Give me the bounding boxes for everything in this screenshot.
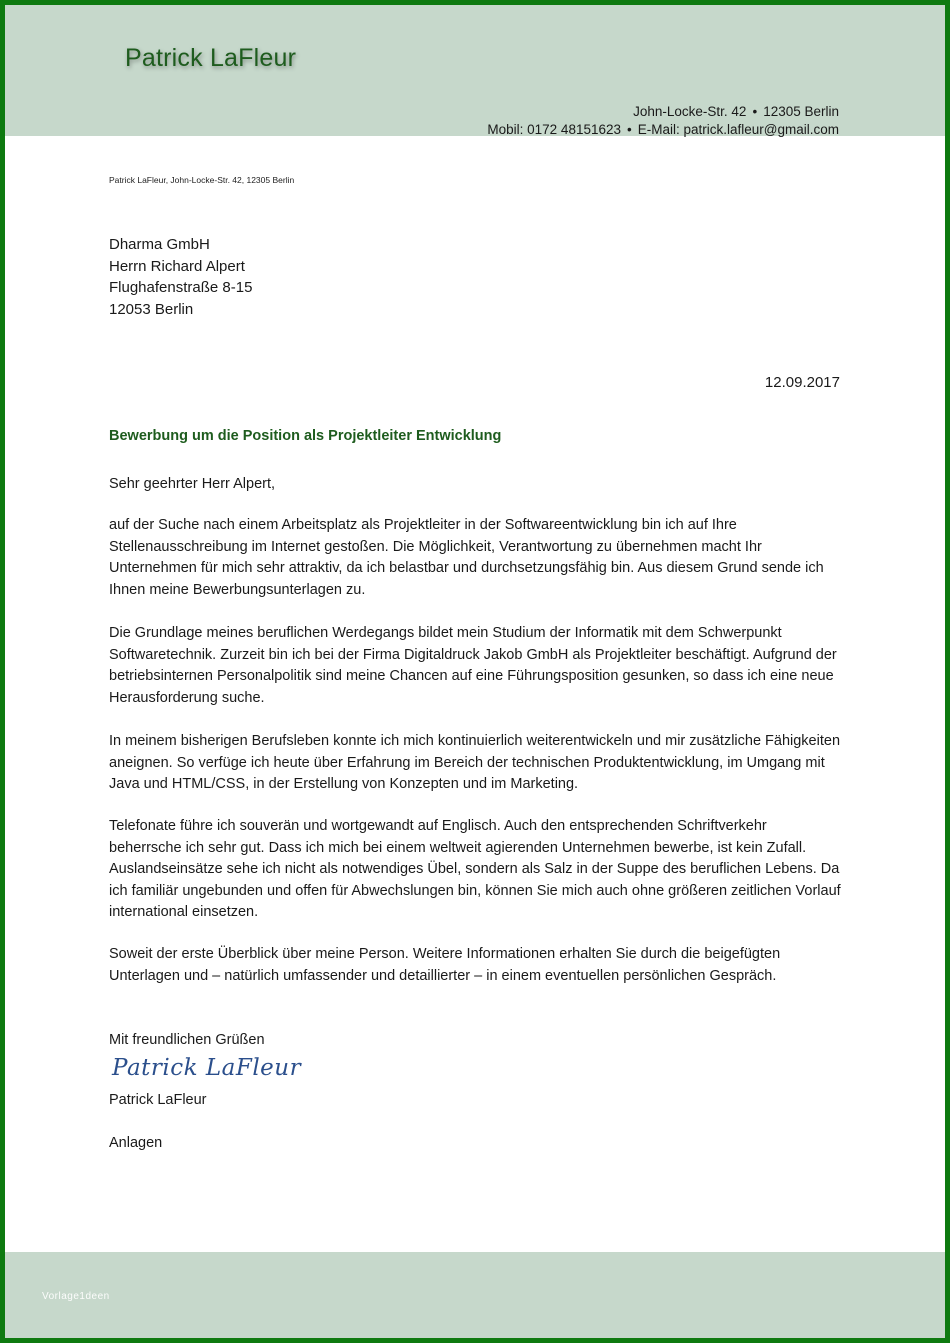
handwritten-signature: Patrick LaFleur xyxy=(112,1055,302,1081)
sender-street: John-Locke-Str. 42 xyxy=(633,104,747,119)
sender-address-line xyxy=(633,104,839,119)
letter-subject: Bewerbung um die Position als Projektleiter Entwicklung xyxy=(109,428,502,444)
recipient-street: Flughafenstraße 8-15 xyxy=(109,279,253,296)
body-paragraph xyxy=(109,515,841,601)
body-paragraph xyxy=(109,816,841,924)
paragraph-text: In meinem bisherigen Berufsleben konnte ich mich kontinuierlich weiterentwickeln und mir zusätzliche Fähigkeiten aneignen. So verfüge ich heute über Erfahrung im Bereich der technischen Produktentwicklung, im Umgang mit Java und HTML/CSS, in der Erstellung von Konzepten und im Marketing. xyxy=(109,733,841,792)
footer-band xyxy=(5,1252,945,1338)
bullet-separator: • xyxy=(752,104,758,119)
body-paragraph xyxy=(109,731,841,796)
recipient-city: 12053 Berlin xyxy=(109,300,194,318)
paragraph-text: auf der Suche nach einem Arbeitsplatz als Projektleiter in der Softwareentwicklung bin ich auf Ihre Stellenausschreibung im Internet gestoßen. Die Möglichkeit, Verantwortung zu übernehmen macht Ihr Unternehmen für mich sehr attraktiv, da ich belastbar und durchsetzungsfähig bin. Aus diesem Grund sende ich Ihnen meine Bewerbungsunterlagen zu. xyxy=(109,517,824,598)
signed-name: Patrick LaFleur xyxy=(109,1092,207,1108)
sender-phone: Mobil: 0172 48151623 xyxy=(487,122,621,137)
watermark-text: Vorlage1deen xyxy=(42,1291,110,1302)
letter-date: 12.09.2017 xyxy=(764,374,840,391)
paragraph-text: Die Grundlage meines beruflichen Werdegangs bildet mein Studium der Informatik mit dem Schwerpunkt Softwaretechnik. Zurzeit bin ich bei der Firma Digitaldruck Jakob GmbH als Projektleiter beschäftigt. Aufgrund der betriebsinternen Personalpolitik sind meine Chancen auf eine Führungsposition gesunken, so dass ich eine neue Herausforderung suche. xyxy=(109,625,837,706)
recipient-address xyxy=(109,234,252,320)
recipient-person: Herrn Richard Alpert xyxy=(109,257,245,275)
return-address: Patrick LaFleur, John-Locke-Str. 42, 12305 Berlin xyxy=(109,175,295,185)
body-paragraph xyxy=(109,623,841,709)
sender-name: Patrick LaFleur xyxy=(125,44,297,72)
recipient-company: Dharma GmbH xyxy=(109,236,210,253)
closing-phrase: Mit freundlichen Grüßen xyxy=(109,1032,265,1048)
enclosures-note: Anlagen xyxy=(109,1135,163,1151)
body-paragraph xyxy=(109,944,841,987)
paragraph-text: Soweit der erste Überblick über meine Person. Weitere Informationen erhalten Sie durch die beigefügten Unterlagen und – natürlich umfassender und detaillierter – in einem eventuellen persönlichen Gespräch. xyxy=(109,946,781,984)
salutation: Sehr geehrter Herr Alpert, xyxy=(109,476,276,492)
sender-contact-line xyxy=(487,122,839,137)
paragraph-text: Telefonate führe ich souverän und wortgewandt auf Englisch. Auch den entsprechenden Schriftverkehr beherrsche ich sehr gut. Dass ich mich bei einem weltweit agierenden Unternehmen bewerbe, ist kein Zufall. Auslandseinsätze sehe ich nicht als notwendiges Übel, sondern als Salz in der Suppe des beruflichen Lebens. Da ich familiär ungebunden und offen für Abwechslungen bin, können Sie mich auch ohne größeren zeitlichen Vorlauf international einsetzen. xyxy=(109,818,841,920)
sender-email: E-Mail: patrick.lafleur@gmail.com xyxy=(637,122,839,137)
bullet-separator: • xyxy=(627,122,632,137)
sender-city: 12305 Berlin xyxy=(763,104,839,119)
